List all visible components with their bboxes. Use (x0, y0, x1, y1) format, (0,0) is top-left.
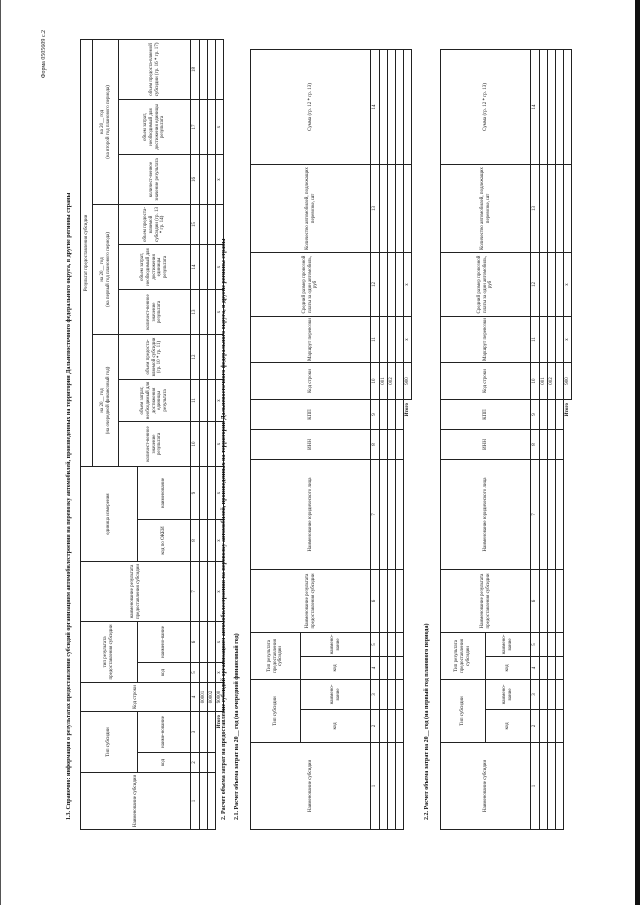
header-subsidy-name: Наименование субсидии (251, 743, 371, 830)
table-cell: 001 (540, 362, 548, 399)
header-qty: количест-венное значение результата (119, 154, 191, 204)
table-row (208, 39, 216, 829)
table-cell (388, 569, 396, 632)
section-2-2-title: 2.2. Расчет объема затрат на 20__ год (на первый год планового периода) (424, 623, 430, 820)
table-cell (548, 459, 556, 569)
table-cell (396, 679, 404, 709)
table-cell (540, 252, 548, 316)
header-amount: объем предоста-вляемой субсидии (гр. 13 * гр. 14) (119, 204, 191, 244)
table-cell (380, 399, 388, 429)
table-cell (208, 244, 216, 289)
header-result-type-name: наимено-вание (486, 632, 531, 656)
header-sum: Сумма (гр. 12 * гр. 13) (251, 49, 371, 164)
header-subsidy-name: Наименование субсидии (81, 773, 191, 830)
header-cars: Количество автомобилей, подлежащих перевозке, шт (251, 164, 371, 252)
table-2-1 (250, 49, 412, 830)
table-cell (208, 154, 216, 204)
table-cell (548, 429, 556, 459)
header-cost: объем затрат, необходимый для достижения единицы результата (119, 99, 191, 154)
column-number: 5 (371, 632, 380, 656)
table-cell (388, 459, 396, 569)
column-number: 6 (371, 569, 380, 632)
column-number: 1 (191, 773, 200, 830)
table-cell (540, 459, 548, 569)
table-cell (396, 362, 404, 399)
table-cell (200, 204, 208, 244)
header-subsidy-type: Тип субсидии (251, 679, 301, 742)
column-number: 4 (531, 656, 540, 679)
header-legal-entity: Наименование юридического лица (441, 459, 531, 569)
header-legal-entity: Наименование юридического лица (251, 459, 371, 569)
table-cell (556, 656, 564, 679)
header-okei: код по ОКЕИ (138, 519, 191, 561)
table-cell (200, 561, 208, 621)
table-cell (388, 429, 396, 459)
table-cell (200, 39, 208, 99)
table-cell (208, 99, 216, 154)
column-number: 3 (371, 679, 380, 709)
table-cell (396, 459, 404, 569)
table-cell (380, 49, 388, 164)
table-cell (200, 244, 208, 289)
header-inn: ИНН (441, 429, 531, 459)
table-cell: 002 (548, 362, 556, 399)
table-cell (208, 334, 216, 379)
table-cell (208, 711, 216, 752)
table-cell (556, 316, 564, 362)
header-subsidy-type-code: код (301, 710, 371, 743)
table-cell (208, 662, 216, 682)
header-result-type-name: наимено-вание (138, 621, 191, 662)
header-amount: объем предоста-вляемой субсидии (гр. 10 * гр. 11) (119, 334, 191, 379)
header-avg-fee: Средний размер провозной платы за один автомобиль, руб (251, 252, 371, 316)
table-cell (208, 204, 216, 244)
total-cell: x (564, 252, 572, 316)
header-qty: количест-венное значение результата (119, 421, 191, 466)
table-cell (540, 429, 548, 459)
column-number: 8 (191, 519, 200, 561)
header-result-type: Тип результата предоставления субсидии (251, 632, 301, 679)
table-cell (556, 569, 564, 632)
header-row-code: Код строки (81, 682, 191, 711)
table-cell (556, 459, 564, 569)
total-cell: x (216, 99, 224, 154)
column-number: 14 (371, 49, 380, 164)
table-cell (208, 289, 216, 334)
table-cell (548, 49, 556, 164)
header-qty: количест-венное значение результата (119, 289, 191, 334)
section-2-1-title: 2.1. Расчет объема затрат на 20__ год (на очередной финансовый год) (234, 633, 240, 820)
table-cell (208, 561, 216, 621)
total-cell: x (564, 316, 572, 362)
total-cell (404, 164, 412, 252)
header-result-type-code: код (301, 656, 371, 679)
table-row (388, 49, 396, 829)
header-result-name: наименование результата предоставления субсидии (81, 561, 191, 621)
table-cell (548, 164, 556, 252)
column-number: 18 (191, 39, 200, 99)
table-cell (540, 710, 548, 743)
header-amount: объем предоста-вляемой субсидии (гр. 16 * гр. 17) (119, 39, 191, 99)
header-subsidy-type: Тип субсидии (441, 679, 486, 742)
table-cell (200, 711, 208, 752)
table-cell (380, 632, 388, 656)
table-row (396, 49, 404, 829)
table-row (556, 49, 564, 829)
table-cell (556, 49, 564, 164)
column-number: 12 (191, 334, 200, 379)
table-cell (548, 569, 556, 632)
table-cell (208, 773, 216, 830)
total-cell: x (404, 316, 412, 362)
total-cell: x (404, 252, 412, 316)
column-number: 1 (531, 743, 540, 830)
total-cell: x (216, 421, 224, 466)
header-result: Результат предоставления субсидии (81, 39, 93, 466)
table-cell (556, 679, 564, 709)
column-number: 10 (531, 362, 540, 399)
column-number: 3 (191, 711, 200, 752)
column-number: 17 (191, 99, 200, 154)
total-cell: x (216, 621, 224, 662)
header-unit-name: наименование (138, 466, 191, 519)
table-cell (208, 421, 216, 466)
total-cell (404, 49, 412, 164)
table-cell (380, 710, 388, 743)
header-period-1 (93, 334, 119, 466)
column-number: 13 (191, 289, 200, 334)
header-cost: объем затрат, необходимый для достижения единицы результата (119, 379, 191, 421)
header-avg-fee: Средний размер провозной платы за один автомобиль, руб (441, 252, 531, 316)
table-cell (540, 399, 548, 429)
header-route: Маршрут перевозки (441, 316, 531, 362)
table-cell (388, 656, 396, 679)
table-cell (556, 399, 564, 429)
total-label: Итого (404, 402, 410, 417)
column-number: 12 (371, 252, 380, 316)
table-cell (208, 379, 216, 421)
column-number: 6 (191, 621, 200, 662)
header-subsidy-type-code: код (138, 753, 191, 773)
table-cell (548, 710, 556, 743)
table-cell (200, 379, 208, 421)
header-result-name: Наименование результата предоставления субсидии (441, 569, 531, 632)
table-cell (396, 399, 404, 429)
total-cell: x (216, 289, 224, 334)
table-cell (388, 316, 396, 362)
table-cell (388, 743, 396, 830)
table-cell (396, 252, 404, 316)
column-number: 9 (191, 466, 200, 519)
header-row-code: Код строки (251, 362, 371, 399)
column-number: 13 (531, 164, 540, 252)
column-number: 3 (531, 679, 540, 709)
total-cell: x (216, 154, 224, 204)
table-cell (200, 99, 208, 154)
column-number-row (531, 49, 540, 829)
header-route: Маршрут перевозки (251, 316, 371, 362)
table-cell: 00002 (208, 682, 216, 711)
table-2-2 (440, 49, 572, 830)
table-cell (388, 710, 396, 743)
table-row (540, 49, 548, 829)
scan-edge-bottom (635, 0, 640, 905)
column-number: 11 (371, 316, 380, 362)
table-cell (200, 421, 208, 466)
column-number: 2 (371, 710, 380, 743)
total-cell: x (216, 519, 224, 561)
table-row (200, 39, 208, 829)
table-cell (540, 632, 548, 656)
header-period-2 (93, 204, 119, 334)
column-number: 12 (531, 252, 540, 316)
column-number: 15 (191, 204, 200, 244)
column-number: 5 (531, 632, 540, 656)
total-cell (564, 49, 572, 164)
table-cell (540, 164, 548, 252)
total-cell: x (216, 244, 224, 289)
table-cell (208, 466, 216, 519)
table-cell (540, 679, 548, 709)
table-row (548, 49, 556, 829)
table-cell (208, 39, 216, 99)
column-number: 7 (191, 561, 200, 621)
table-cell (396, 49, 404, 164)
column-number: 4 (371, 656, 380, 679)
column-number: 4 (191, 682, 200, 711)
column-number: 7 (531, 459, 540, 569)
table-cell: 001 (380, 362, 388, 399)
header-sum: Сумма (гр. 12 * гр. 13) (441, 49, 531, 164)
table-cell (556, 164, 564, 252)
section-2-title: 2. Расчет объема затрат на предоставление субсидий организациям автомобилестроения на перевозку автомобилей, произведенных на территории Дальневосточного федерального округа, в другие регионы страны (221, 238, 227, 820)
table-cell (540, 656, 548, 679)
header-subsidy-type-name: наиме-нование (138, 711, 191, 752)
column-number: 5 (191, 662, 200, 682)
table-row (380, 49, 388, 829)
table-cell (208, 621, 216, 662)
table-cell (200, 519, 208, 561)
table-cell (388, 49, 396, 164)
total-row (404, 49, 412, 829)
table-cell (548, 656, 556, 679)
table-cell (540, 569, 548, 632)
table-cell (200, 773, 208, 830)
table-cell (380, 316, 388, 362)
table-cell (556, 429, 564, 459)
period-note: (на второй год планового периода) (105, 85, 111, 159)
table-cell (380, 164, 388, 252)
header-inn: ИНН (251, 429, 371, 459)
header-kpp: КПП (441, 399, 531, 429)
header-row-code: Код строки (441, 362, 531, 399)
table-1-3 (80, 39, 224, 830)
total-cell: x (216, 662, 224, 682)
column-number: 10 (191, 421, 200, 466)
column-number-row (371, 49, 380, 829)
period-year: на 20__ год (99, 109, 105, 135)
table-cell (388, 632, 396, 656)
table-cell (396, 164, 404, 252)
table-cell (396, 632, 404, 656)
period-note: (на первый год планового периода) (105, 232, 111, 307)
period-note: (на очередной финансовый год) (105, 366, 111, 435)
table-cell (548, 316, 556, 362)
table-cell (396, 569, 404, 632)
header-cars: Количество автомобилей, подлежащих перевозке, шт (441, 164, 531, 252)
column-number: 8 (531, 429, 540, 459)
table-cell (548, 679, 556, 709)
column-number: 2 (191, 753, 200, 773)
header-unit: единица измерения (81, 466, 138, 561)
table-cell (380, 459, 388, 569)
table-cell (380, 679, 388, 709)
total-cell (216, 39, 224, 99)
table-cell (380, 743, 388, 830)
total-cell (564, 164, 572, 252)
column-number: 14 (531, 49, 540, 164)
table-cell (200, 662, 208, 682)
header-kpp: КПП (251, 399, 371, 429)
column-number: 10 (371, 362, 380, 399)
table-cell (200, 334, 208, 379)
column-number: 8 (371, 429, 380, 459)
header-result-type: тип результата предоставления субсидии (81, 621, 138, 682)
column-number: 1 (371, 743, 380, 830)
table-cell: 002 (388, 362, 396, 399)
table-cell (388, 252, 396, 316)
total-cell: x (216, 561, 224, 621)
header-period-3 (93, 39, 119, 204)
header-result-type-code: код (486, 656, 531, 679)
table-cell: 00001 (200, 682, 208, 711)
table-cell (388, 164, 396, 252)
table-cell (548, 252, 556, 316)
total-cell: 900 (404, 362, 412, 399)
table-cell (396, 316, 404, 362)
period-year: на 20__ год (99, 388, 105, 413)
table-cell (208, 519, 216, 561)
column-number: 11 (191, 379, 200, 421)
table-cell (388, 679, 396, 709)
column-number: 9 (531, 399, 540, 429)
header-result-type-name: наимено-вание (301, 632, 371, 656)
table-cell (540, 49, 548, 164)
table-cell (556, 743, 564, 830)
table-cell (200, 289, 208, 334)
header-cost: объем затрат, необходимый для достижения единицы результата (119, 244, 191, 289)
total-label: Итого (564, 402, 570, 417)
table-cell (540, 316, 548, 362)
total-cell: x (216, 379, 224, 421)
table-cell (380, 429, 388, 459)
header-result-name: Наименование результата предоставления субсидии (251, 569, 371, 632)
total-cell: x (216, 466, 224, 519)
column-number: 9 (371, 399, 380, 429)
header-result-type-code: код (138, 662, 191, 682)
scan-edge-top (0, 0, 1, 905)
table-cell (556, 362, 564, 399)
column-number: 11 (531, 316, 540, 362)
table-cell (548, 743, 556, 830)
header-subsidy-name: Наименование субсидии (441, 743, 531, 830)
total-cell: 90000 (216, 682, 224, 711)
column-number: 16 (191, 154, 200, 204)
table-cell (556, 710, 564, 743)
table-cell (556, 632, 564, 656)
header-result-type: Тип результата предоставления субсидии (441, 632, 486, 679)
table-cell (396, 429, 404, 459)
table-cell (396, 710, 404, 743)
table-cell (380, 656, 388, 679)
period-year: на 20__ год (99, 257, 105, 282)
column-number: 7 (371, 459, 380, 569)
total-cell: 900 (564, 362, 572, 399)
column-number-row (191, 39, 200, 829)
form-label: Форма 0505609 с.2 (41, 30, 47, 79)
table-cell (200, 466, 208, 519)
table-cell (200, 753, 208, 773)
header-subsidy-type: Тип субсидии (81, 711, 138, 772)
table-cell (396, 743, 404, 830)
column-number: 2 (531, 710, 540, 743)
table-cell (556, 252, 564, 316)
table-cell (396, 656, 404, 679)
header-subsidy-type-code: код (486, 710, 531, 743)
table-cell (380, 252, 388, 316)
table-cell (200, 154, 208, 204)
table-cell (548, 399, 556, 429)
column-number: 13 (371, 164, 380, 252)
header-subsidy-type-name: наимено-вание (301, 679, 371, 709)
section-1-3-title: 1.3. Справочно: информация о результатах предоставления субсидий организациям автомобилестроения на перевозку автомобилей, произведенных на территории Дальневосточного федерального округа, в другие регионы страны (66, 192, 72, 820)
total-label: Итого (216, 714, 222, 729)
column-number: 6 (531, 569, 540, 632)
table-cell (388, 399, 396, 429)
total-row (564, 49, 572, 829)
table-cell (208, 753, 216, 773)
column-number: 14 (191, 244, 200, 289)
table-cell (200, 621, 208, 662)
table-cell (540, 743, 548, 830)
header-subsidy-type-name: наимено-вание (486, 679, 531, 709)
table-cell (548, 632, 556, 656)
table-cell (380, 569, 388, 632)
